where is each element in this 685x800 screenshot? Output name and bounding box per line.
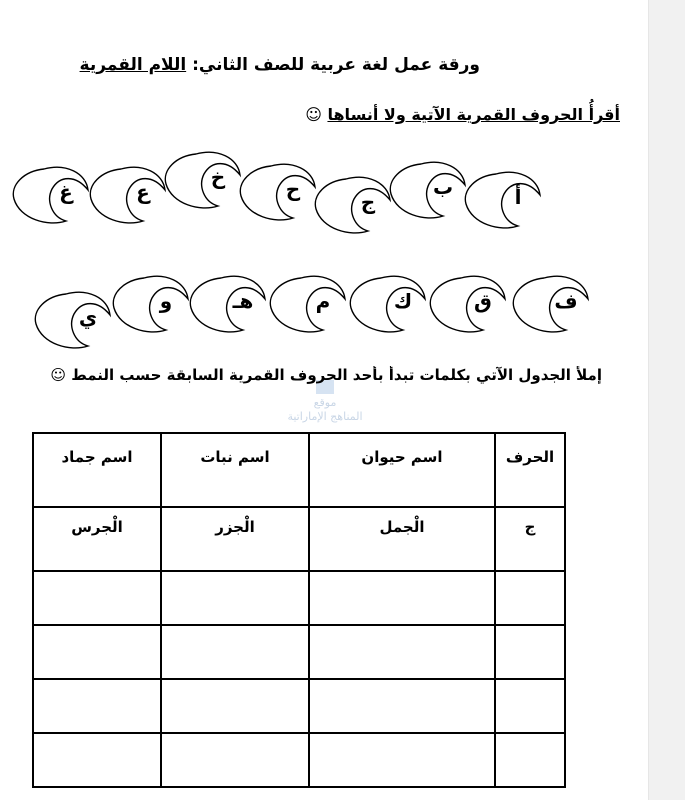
smiley-icon-2: ☺	[50, 366, 66, 384]
table-row	[33, 571, 565, 625]
crescent-moon-icon	[13, 167, 88, 223]
moon-letter: م	[315, 289, 331, 313]
moon-letter: ق	[474, 289, 492, 313]
moon-letter: ف	[554, 289, 578, 313]
example-letter: ج	[495, 507, 565, 571]
example-plant: الْجزر	[161, 507, 309, 571]
watermark-line1: موقع	[313, 396, 337, 409]
crescent-moon-icon	[113, 276, 188, 332]
watermark-line2: المناهج الإماراتية	[287, 410, 363, 423]
answer-cell[interactable]	[495, 679, 565, 733]
crescent-moon-icon	[35, 292, 110, 348]
answer-cell[interactable]	[495, 625, 565, 679]
moon-row1-2	[390, 162, 465, 218]
crescent-moon-icon	[350, 276, 425, 332]
answer-cell[interactable]	[33, 571, 161, 625]
moon-letter: ي	[78, 305, 98, 329]
moon-row1-1	[465, 172, 540, 228]
answer-cell[interactable]	[161, 571, 309, 625]
moon-letter: هـ	[232, 289, 254, 313]
read-instruction-text: أقرأُ الحروف القمرية الآتية ولا أنساها	[327, 105, 620, 124]
moon-row2-7	[35, 292, 110, 348]
moon-row1-6	[90, 167, 165, 223]
crescent-moon-icon	[430, 276, 505, 332]
answer-cell[interactable]	[161, 679, 309, 733]
moon-row1-4	[240, 164, 315, 220]
moon-row2-6	[113, 276, 188, 332]
example-animal: الْجمل	[309, 507, 495, 571]
moon-letter: غ	[59, 180, 73, 204]
moon-letter: و	[159, 289, 173, 313]
answer-cell[interactable]	[33, 625, 161, 679]
crescent-moon-icon	[165, 152, 240, 208]
header-animal: اسم حيوان	[309, 433, 495, 507]
watermark	[280, 380, 370, 428]
crescent-moon-icon	[90, 167, 165, 223]
crescent-moon-icon	[390, 162, 465, 218]
title-prefix: ورقة عمل لغة عربية للصف الثاني:	[186, 55, 480, 75]
example-object: الْجرس	[33, 507, 161, 571]
table-row	[33, 733, 565, 787]
table-header-row	[33, 433, 565, 507]
smiley-icon: ☺	[305, 105, 322, 124]
answer-cell[interactable]	[161, 733, 309, 787]
moon-row1-3	[315, 177, 390, 233]
crescent-moon-icon	[240, 164, 315, 220]
crescent-moon-icon	[465, 172, 540, 228]
answer-cell[interactable]	[495, 733, 565, 787]
moon-row2-3	[350, 276, 425, 332]
moon-row1-7	[13, 167, 88, 223]
words-table	[32, 432, 566, 788]
side-scroll-area[interactable]	[648, 0, 685, 800]
header-object: اسم جماد	[33, 433, 161, 507]
title-topic: اللام القمرية	[79, 55, 187, 75]
answer-cell[interactable]	[309, 571, 495, 625]
crescent-moon-icon	[270, 276, 345, 332]
fill-instruction-text: إملأ الجدول الآتي بكلمات تبدأ بأحد الحروف القمرية السابقة حسب النمط	[71, 366, 602, 384]
answer-cell[interactable]	[309, 679, 495, 733]
moon-letter: ب	[432, 175, 454, 199]
moon-row2-4	[270, 276, 345, 332]
table-row	[33, 679, 565, 733]
answer-cell[interactable]	[309, 625, 495, 679]
moon-letter: ح	[285, 177, 301, 201]
table-row	[33, 625, 565, 679]
moon-row2-2	[430, 276, 505, 332]
moon-row2-5	[190, 276, 265, 332]
moon-letter: ج	[360, 190, 376, 214]
header-letter: الحرف	[495, 433, 565, 507]
moon-letter: أ	[514, 185, 522, 209]
header-plant: اسم نبات	[161, 433, 309, 507]
moon-letter: ك	[393, 289, 413, 313]
table-example-row	[33, 507, 565, 571]
moon-letter: خ	[210, 165, 226, 189]
answer-cell[interactable]	[33, 733, 161, 787]
moon-row1-5	[165, 152, 240, 208]
answer-cell[interactable]	[309, 733, 495, 787]
answer-cell[interactable]	[33, 679, 161, 733]
answer-cell[interactable]	[495, 571, 565, 625]
moon-letters-area	[0, 0, 648, 360]
answer-cell[interactable]	[161, 625, 309, 679]
fill-instruction	[0, 366, 602, 384]
moon-letter: ع	[136, 180, 150, 204]
crescent-moon-icon	[190, 276, 265, 332]
moon-row2-1	[513, 276, 588, 332]
crescent-moon-icon	[315, 177, 390, 233]
